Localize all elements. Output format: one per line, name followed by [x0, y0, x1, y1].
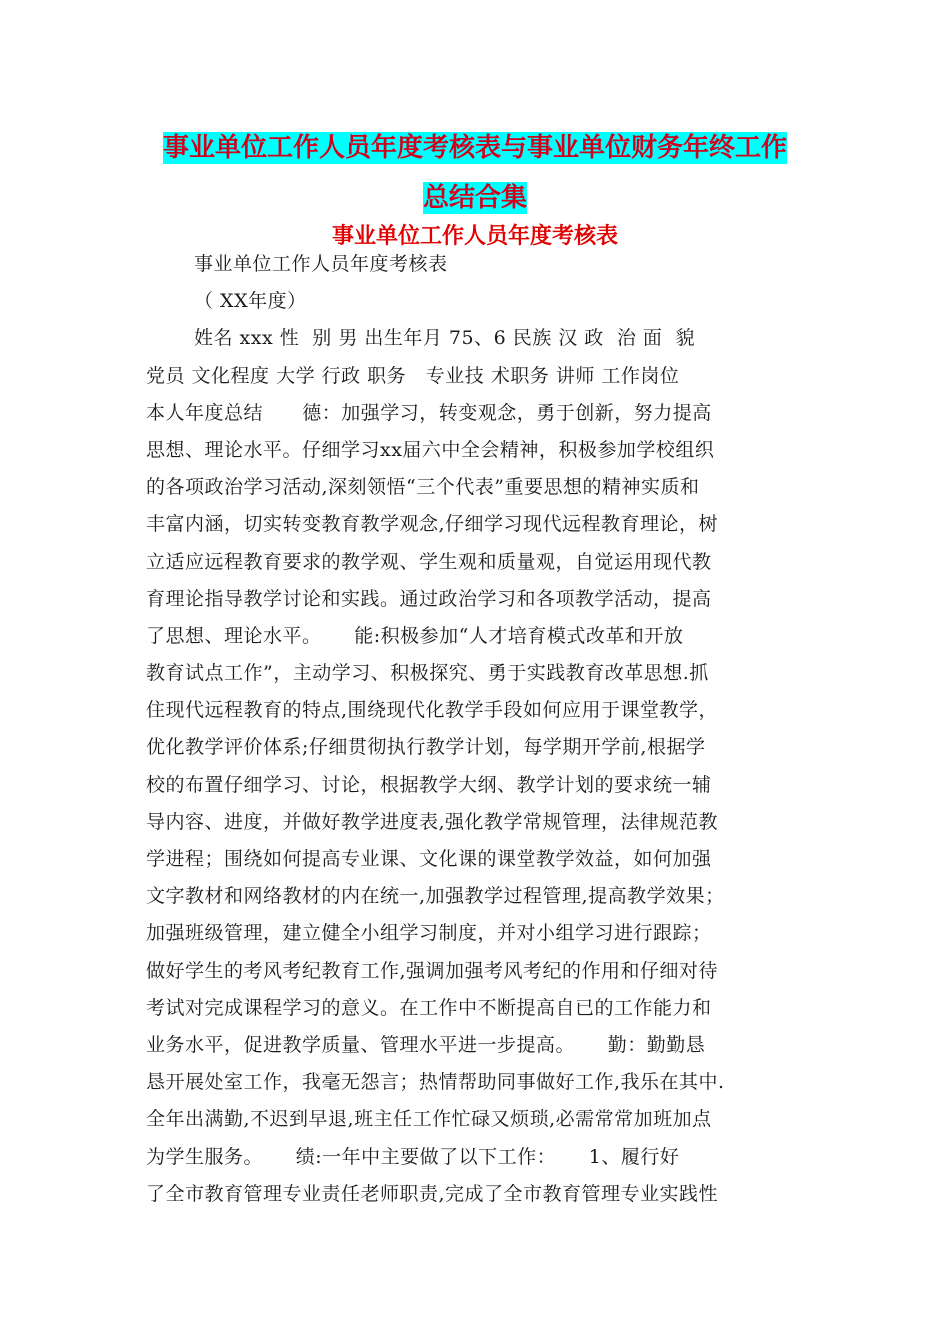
text-line: 优化教学评价体系;仔细贯彻执行教学计划，每学期开学前,根据学 [146, 736, 706, 759]
text-line: 姓名 xxx 性 别 男 出生年月 75、6 民族 汉 政 治 面 貌 [194, 327, 696, 350]
text-line: 考试对完成课程学习的意义。在工作中不断提高自已的工作能力和 [146, 996, 712, 1019]
text-line: （ XX年度） [194, 290, 307, 313]
text-line: 住现代远程教育的特点,围绕现代化教学手段如何应用于课堂教学， [146, 699, 719, 722]
text-line: 了思想、理论水平。 能:积极参加“人才培育模式改革和开放 [146, 624, 684, 647]
text-line: 业务水平，促进教学质量、管理水平进一步提高。 勤：勤勤恳 [146, 1033, 706, 1056]
text-line: 育理论指导教学讨论和实践。通过政治学习和各项教学活动，提高 [146, 587, 712, 610]
text-line: 本人年度总结 德：加强学习，转变观念，勇于创新，努力提高 [146, 401, 712, 424]
text-line: 全年出满勤,不迟到早退,班主任工作忙碌又烦琐,必需常常加班加点 [146, 1108, 712, 1131]
text-line: 加强班级管理，建立健全小组学习制度，并对小组学习进行跟踪； [146, 922, 712, 945]
section-title: 事业单位工作人员年度考核表 [331, 224, 618, 249]
text-line: 丰富内涵，切实转变教育教学观念,仔细学习现代远程教育理论，树 [146, 513, 719, 536]
text-line: 文字教材和网络教材的内在统一,加强教学过程管理,提高教学效果； [146, 885, 725, 908]
text-line: 立适应远程教育要求的教学观、学生观和质量观，自觉运用现代教 [146, 550, 712, 573]
text-line: 思想、理论水平。仔细学习xx届六中全会精神，积极参加学校组织 [146, 438, 715, 461]
text-line: 党员 文化程度 大学 行政 职务 专业技 术职务 讲师 工作岗位 [146, 364, 680, 387]
text-line: 了全市教育管理专业责任老师职责,完成了全市教育管理专业实践性 [146, 1182, 719, 1205]
text-line: 学进程；围绕如何提高专业课、文化课的课堂教学效益，如何加强 [146, 848, 712, 870]
text-line: 导内容、进度，并做好教学进度表,强化教学常规管理，法律规范教 [146, 810, 719, 833]
document-title-line-2: 总结合集 [422, 183, 527, 213]
text-line: 校的布置仔细学习、讨论，根据教学大纲、教学计划的要求统一辅 [146, 773, 712, 796]
text-line: 的各项政治学习活动,深刻领悟“三个代表”重要思想的精神实质和 [146, 476, 700, 499]
text-line: 教育试点工作”，主动学习、积极探究、勇于实践教育改革思想.抓 [146, 662, 709, 685]
text-line: 事业单位工作人员年度考核表 [194, 253, 448, 275]
text-line: 为学生服务。 绩:一年中主要做了以下工作： 1、履行好 [146, 1145, 680, 1168]
text-line: 做好学生的考风考纪教育工作,强调加强考风考纪的作用和仔细对待 [146, 959, 719, 982]
text-line: 恳开展处室工作，我毫无怨言；热情帮助同事做好工作,我乐在其中. [146, 1071, 725, 1094]
body-text [146, 246, 806, 1213]
document-title-line-1: 事业单位工作人员年度考核表与事业单位财务年终工作 [162, 133, 787, 163]
